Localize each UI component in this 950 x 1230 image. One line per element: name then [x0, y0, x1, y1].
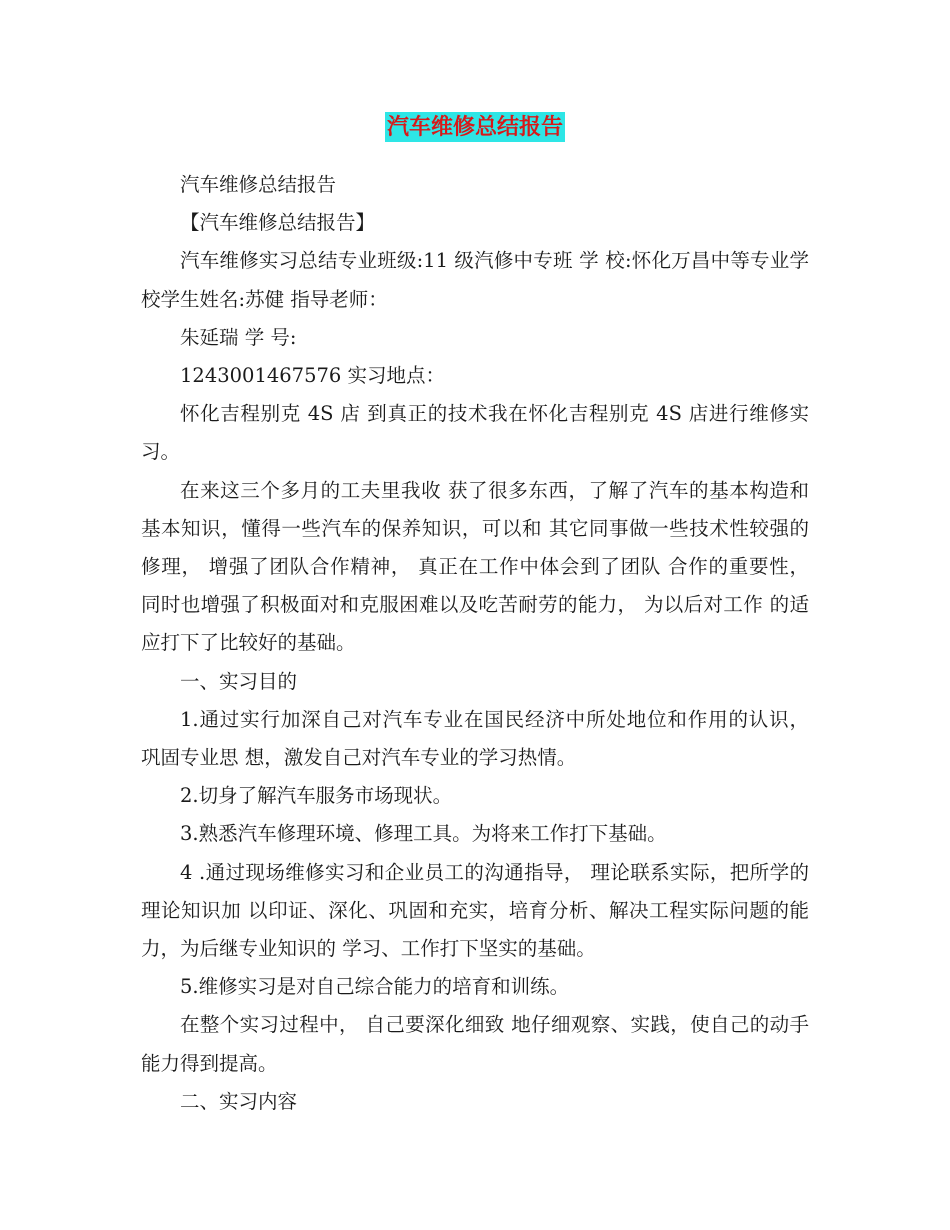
paragraph-location: 怀化吉程别克 4S 店 到真正的技术我在怀化吉程别克 4S 店进行维修实习。	[141, 402, 809, 464]
heading-content: 二、实习内容	[180, 1089, 298, 1113]
paragraph-summary: 在来这三个多月的工夫里我收 获了很多东西，了解了汽车的基本构造和基本知识，懂得一些汽车的保养知识，可以和 其它同事做一些技术性较强的修理， 增强了团队合作精神， 真正在工作中体会到了团队 合作的重要性， 同时也增强了积极面对和克服困难以及吃苦耐劳的能力， 为以后对工作 的适应打下了比较好的基础。	[141, 478, 809, 655]
paragraph-student-number: 1243001467576 实习地点：	[180, 364, 445, 388]
paragraph-process: 在整个实习过程中， 自己要深化细致 地仔细观察、实践，使自己的动手能力得到提高。	[141, 1013, 809, 1075]
heading-purpose: 一、实习目的	[180, 669, 298, 693]
list-item-purpose-2: 2.切身了解汽车服务市场现状。	[180, 784, 453, 808]
title-container	[0, 112, 950, 142]
paragraph-subtitle: 汽车维修总结报告	[180, 173, 337, 196]
list-item-purpose-4: 4 .通过现场维修实习和企业员工的沟通指导， 理论联系实际，把所学的理论知识加 以印证、深化、巩固和充实，培育分析、解决工程实际问题的能力，为后继专业知识的 学习、工作打下坚实的基础。	[141, 860, 809, 961]
list-item-purpose-3: 3.熟悉汽车修理环境、修理工具。为将来工作打下基础。	[180, 822, 667, 846]
document-body	[141, 166, 809, 1121]
paragraph-advisor: 朱延瑞 学 号:	[180, 325, 297, 349]
list-item-purpose-5: 5.维修实习是对自己综合能力的培育和训练。	[180, 975, 570, 999]
paragraph-student-info: 汽车维修实习总结专业班级:11 级汽修中专班 学 校:怀化万昌中等专业学校学生姓名:苏健 指导老师：	[141, 249, 809, 311]
list-item-purpose-1: 1.通过实行加深自己对汽车专业在国民经济中所处地位和作用的认识， 巩固专业思 想，激发自己对汽车专业的学习热情。	[141, 707, 809, 770]
paragraph-bracket-title: 【汽车维修总结报告】	[180, 211, 376, 235]
document-title: 汽车维修总结报告	[386, 114, 563, 140]
